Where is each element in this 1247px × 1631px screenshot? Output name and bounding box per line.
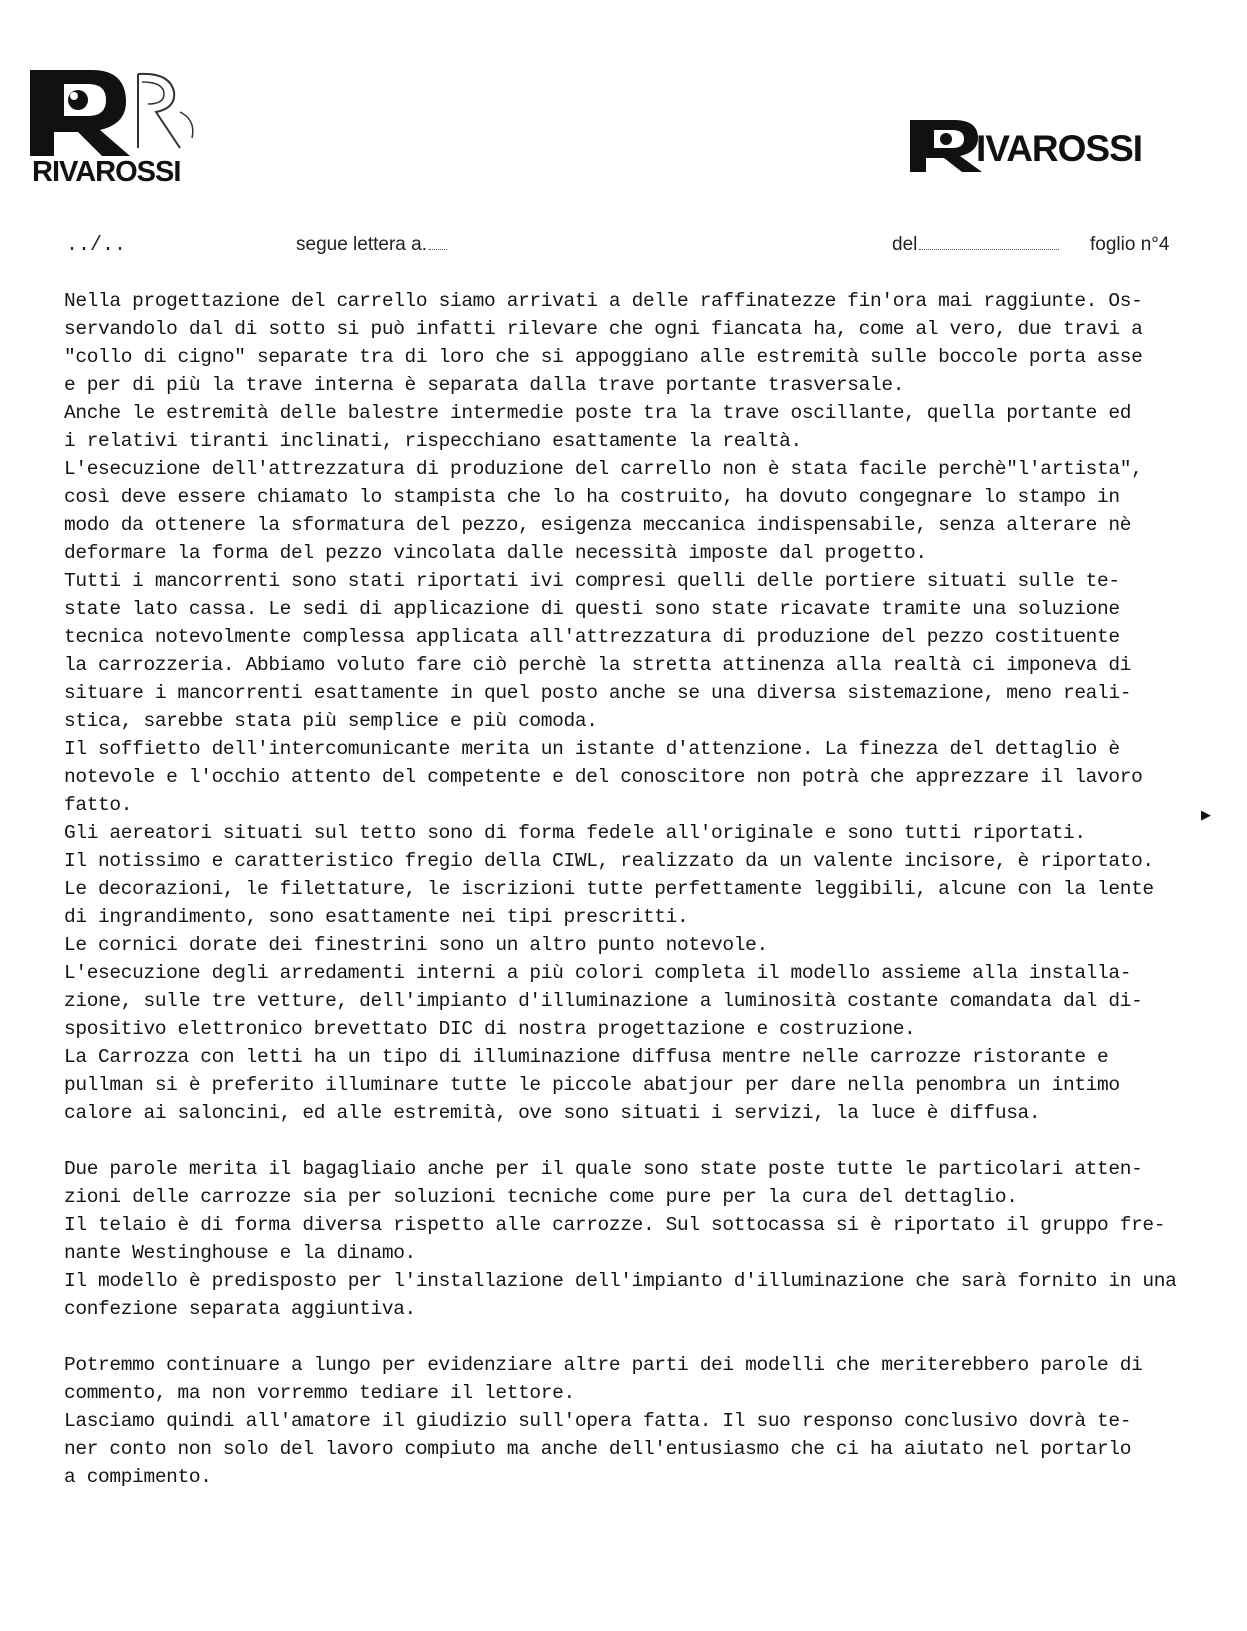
dotted-blank	[429, 249, 447, 250]
text-line: L'esecuzione dell'attrezzatura di produzione del carrello non è stata facile perchè"l'artista",	[64, 458, 1143, 480]
rr-monogram-icon	[30, 68, 200, 158]
blank-line	[64, 1127, 1224, 1155]
text-line: Nella progettazione del carrello siamo arrivati a delle raffinatezze fin'ora mai raggiunte. Os-	[64, 290, 1143, 312]
blank-line	[64, 1323, 1224, 1351]
text-line: "collo di cigno" separate tra di loro che si appoggiano alle estremità sulle boccole porta asse	[64, 346, 1143, 368]
text-line: Lasciamo quindi all'amatore il giudizio sull'opera fatta. Il suo responso conclusivo dovrà te-	[64, 1410, 1132, 1432]
text-line: commento, ma non vorremmo tediare il lettore.	[64, 1382, 575, 1404]
date-label-text: del	[892, 234, 918, 255]
dotted-blank-date	[919, 249, 1059, 250]
text-line: Le cornici dorate dei finestrini sono un altro punto notevole.	[64, 934, 768, 956]
segue-lettera-text: segue lettera a.	[296, 234, 427, 255]
page-number: foglio n°4	[1090, 234, 1170, 255]
text-line: a compimento.	[64, 1466, 212, 1488]
text-line: fatto.	[64, 794, 133, 816]
letter-body	[64, 287, 1224, 1491]
letter-header	[0, 234, 1247, 264]
text-line: stica, sarebbe stata più semplice e più comoda.	[64, 710, 598, 732]
text-line: così deve essere chiamato lo stampista che lo ha costruito, ha dovuto congegnare lo stampo in	[64, 486, 1120, 508]
text-line: ner conto non solo del lavoro compiuto ma anche dell'entusiasmo che ci ha aiutato nel portarlo	[64, 1438, 1132, 1460]
text-line: e per di più la trave interna è separata dalla trave portante trasversale.	[64, 374, 905, 396]
text-line: Gli aereatori situati sul tetto sono di forma fedele all'originale e sono tutti riportati.	[64, 822, 1086, 844]
text-line: Le decorazioni, le filettature, le iscrizioni tutte perfettamente leggibili, alcune con la lente	[64, 878, 1154, 900]
text-line: zioni delle carrozze sia per soluzioni tecniche come pure per la cura del dettaglio.	[64, 1186, 1018, 1208]
text-line: Tutti i mancorrenti sono stati riportati ivi compresi quelli delle portiere situati sulle te-	[64, 570, 1120, 592]
continue-arrow-icon: ▶	[1201, 808, 1211, 823]
text-line: spositivo elettronico brevettato DIC di nostra progettazione e costruzione.	[64, 1018, 916, 1040]
text-line: L'esecuzione degli arredamenti interni a più colori completa il modello assieme alla installa-	[64, 962, 1132, 984]
text-line: Il notissimo e caratteristico fregio della CIWL, realizzato da un valente incisore, è riportato.	[64, 850, 1154, 872]
text-line: nante Westinghouse e la dinamo.	[64, 1242, 416, 1264]
text-line: situare i mancorrenti esattamente in quel posto anche se una diversa sistemazione, meno reali-	[64, 682, 1132, 704]
text-line: Il modello è predisposto per l'installazione dell'impianto d'illuminazione che sarà fornito in una	[64, 1270, 1177, 1292]
text-line: Due parole merita il bagagliaio anche per il quale sono state poste tutte le particolari atten-	[64, 1158, 1143, 1180]
text-line: modo da ottenere la sformatura del pezzo, esigenza meccanica indispensabile, senza alterare nè	[64, 514, 1132, 536]
rivarossi-wordmark-left: RIVAROSSI	[32, 156, 181, 188]
text-line: pullman si è preferito illuminare tutte le piccole abatjour per dare nella penombra un intimo	[64, 1074, 1120, 1096]
text-line: Il soffietto dell'intercomunicante merita un istante d'attenzione. La finezza del dettaglio è	[64, 738, 1120, 760]
text-line: confezione separata aggiuntiva.	[64, 1298, 416, 1320]
text-line: la carrozzeria. Abbiamo voluto fare ciò perchè la stretta attinenza alla realtà ci imponeva di	[64, 654, 1132, 676]
text-line: state lato cassa. Le sedi di applicazione di questi sono state ricavate tramite una soluzione	[64, 598, 1120, 620]
rivarossi-wordmark-right: IVAROSSI	[976, 128, 1143, 169]
date-label	[892, 234, 1059, 256]
text-line: zione, sulle tre vetture, dell'impianto d'illuminazione a luminosità costante comandata dal di-	[64, 990, 1143, 1012]
text-line: Il telaio è di forma diversa rispetto alle carrozze. Sul sottocassa si è riportato il gruppo fre-	[64, 1214, 1166, 1236]
text-line: calore ai saloncini, ed alle estremità, ove sono situati i servizi, la luce è diffusa.	[64, 1102, 1041, 1124]
page-reference: ../..	[66, 234, 127, 257]
text-line: Anche le estremità delle balestre intermedie poste tra la trave oscillante, quella portante ed	[64, 402, 1132, 424]
text-line: deformare la forma del pezzo vincolata dalle necessità imposte dal progetto.	[64, 542, 927, 564]
segue-lettera-label	[296, 234, 447, 256]
text-line: servandolo dal di sotto si può infatti rilevare che ogni fiancata ha, come al vero, due travi a	[64, 318, 1143, 340]
text-line: tecnica notevolmente complessa applicata all'attrezzatura di produzione del pezzo costituente	[64, 626, 1120, 648]
text-line: di ingrandimento, sono esattamente nei tipi prescritti.	[64, 906, 689, 928]
text-line: notevole e l'occhio attento del competente e del conoscitore non potrà che apprezzare il lavoro	[64, 766, 1143, 788]
text-line: La Carrozza con letti ha un tipo di illuminazione diffusa mentre nelle carrozze ristorante e	[64, 1046, 1109, 1068]
rivarossi-logo-right	[910, 116, 1180, 176]
rivarossi-logo-left	[30, 68, 200, 186]
text-line: Potremmo continuare a lungo per evidenziare altre parti dei modelli che meriterebbero parole di	[64, 1354, 1143, 1376]
text-line: i relativi tiranti inclinati, rispecchiano esattamente la realtà.	[64, 430, 802, 452]
